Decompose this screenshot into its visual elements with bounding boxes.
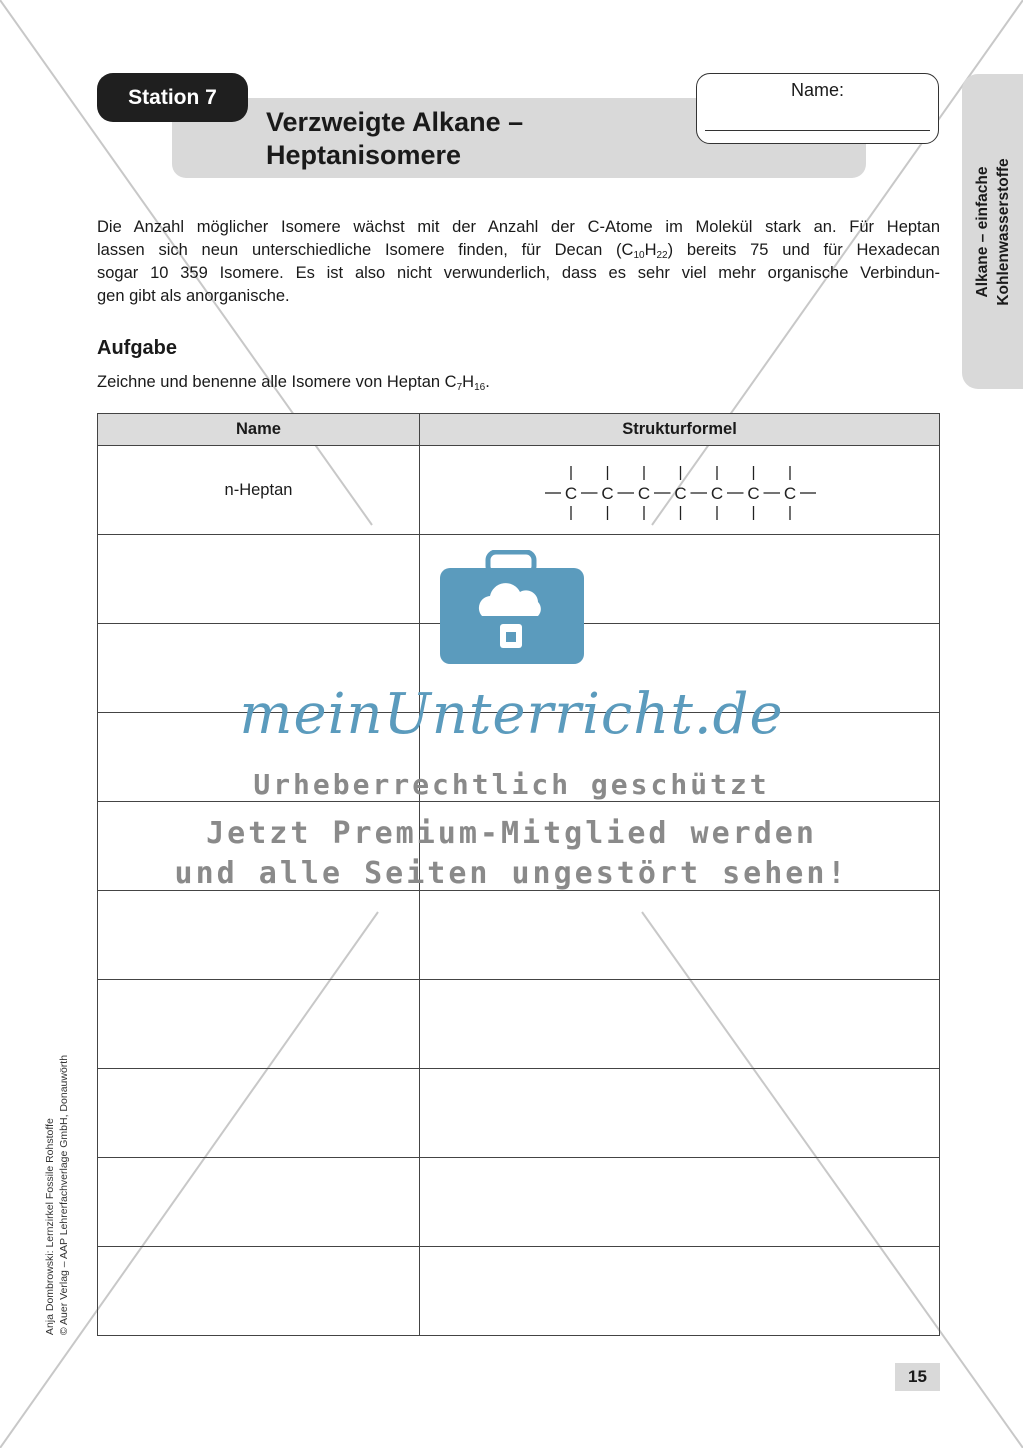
table-row bbox=[98, 446, 940, 535]
briefcase-cloud-icon bbox=[438, 550, 586, 666]
table-row bbox=[98, 980, 940, 1069]
carbon-atom: C bbox=[637, 484, 651, 503]
table-row bbox=[98, 1069, 940, 1158]
credit-line-1: Anja Dombrowski: Lernzirkel Fossile Rohstoffe bbox=[44, 1118, 56, 1336]
carbon-atom: C bbox=[674, 484, 687, 503]
watermark-brand: meinUnterricht.de bbox=[239, 682, 784, 747]
chapter-tab-line-1: Alkane – einfache bbox=[974, 166, 991, 298]
isomer-name-cell[interactable] bbox=[98, 1158, 420, 1247]
table-row bbox=[98, 1247, 940, 1336]
carbon-atom: C bbox=[564, 484, 578, 503]
structure-formula-cell[interactable] bbox=[420, 1069, 940, 1158]
carbon-atom: C bbox=[601, 484, 614, 503]
name-write-line bbox=[705, 130, 930, 131]
column-header-formula: Strukturformel bbox=[420, 414, 940, 446]
station-badge: Station 7 bbox=[97, 73, 248, 122]
carbon-atom: C bbox=[710, 484, 724, 503]
intro-line-3: sogar 10 359 Isomere. Es ist also nicht verwunderlich, dass es sehr viel mehr organische Verbindun- bbox=[97, 264, 940, 282]
page-number: 15 bbox=[895, 1363, 940, 1391]
intro-line-4: gen gibt als anorganische. bbox=[97, 287, 290, 305]
carbon-atom: C bbox=[747, 484, 760, 503]
watermark-line-3: und alle Seiten ungestört sehen! bbox=[174, 856, 849, 891]
isomer-name-cell: n-Heptan bbox=[98, 446, 420, 535]
intro-paragraph bbox=[97, 216, 940, 308]
intro-line-2: lassen sich neun unterschiedliche Isomere finden, für Decan $(C_{10}H_{22})$ bereits 75 und für Hexadecan bbox=[97, 241, 940, 261]
isomer-name-cell[interactable] bbox=[98, 980, 420, 1069]
structure-formula-cell[interactable] bbox=[420, 1247, 940, 1336]
task-text: Zeichne und benenne alle Isomere von Heptan $C_7H_{16}$. bbox=[97, 373, 490, 393]
chapter-tab-label bbox=[972, 158, 1014, 305]
n-heptan-structure bbox=[420, 447, 939, 533]
watermark-line-1: Urheberrechtlich geschützt bbox=[253, 768, 770, 801]
name-label: Name: bbox=[790, 80, 844, 100]
watermark-line-2: Jetzt Premium-Mitglied werden bbox=[206, 816, 817, 851]
credit-line-2: © Auer Verlag – AAP Lehrerfachverlage GmbH, Donauwörth bbox=[58, 1054, 70, 1336]
isomer-name-cell[interactable] bbox=[98, 891, 420, 980]
structure-formula-cell bbox=[420, 446, 940, 535]
column-header-name: Name bbox=[98, 414, 420, 446]
isomer-name-cell[interactable] bbox=[98, 535, 420, 624]
structure-formula-cell[interactable] bbox=[420, 980, 940, 1069]
page-title bbox=[266, 106, 523, 172]
structure-formula-cell[interactable] bbox=[420, 1158, 940, 1247]
isomer-name-cell[interactable] bbox=[98, 1247, 420, 1336]
title-line-1: Verzweigte Alkane – bbox=[266, 107, 524, 137]
chapter-tab-line-2: Kohlenwasserstoffe bbox=[995, 158, 1012, 306]
name-field[interactable] bbox=[696, 73, 939, 144]
isomer-name-cell[interactable] bbox=[98, 1069, 420, 1158]
intro-line-1: Die Anzahl möglicher Isomere wächst mit der Anzahl der C-Atome im Molekül stark an. Für Heptan bbox=[97, 218, 940, 236]
copyright-credit bbox=[43, 1055, 71, 1335]
table-row bbox=[98, 1158, 940, 1247]
carbon-atom: C bbox=[783, 484, 797, 503]
table-row bbox=[98, 891, 940, 980]
task-heading: Aufgabe bbox=[97, 337, 177, 359]
structure-formula-cell[interactable] bbox=[420, 891, 940, 980]
title-line-2: Heptanisomere bbox=[266, 140, 462, 170]
